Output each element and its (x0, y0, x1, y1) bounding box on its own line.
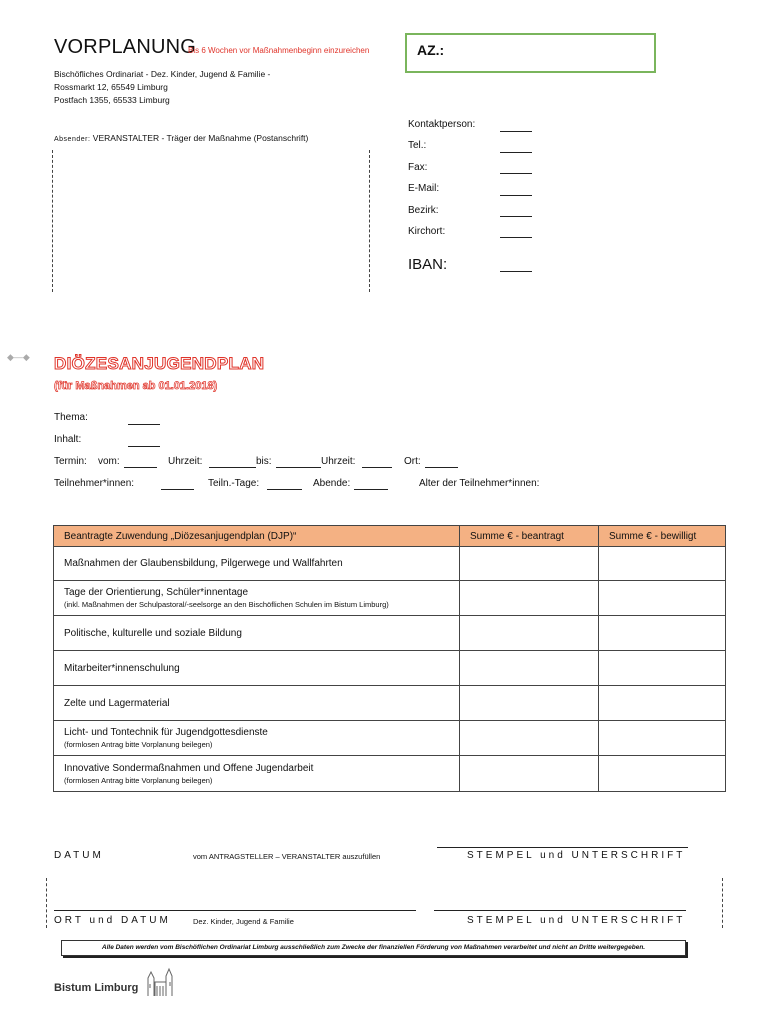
row-label: Licht- und Tontechnik für Jugendgottesdienste (64, 727, 268, 738)
applicant-note: vom ANTRAGSTELLER – VERANSTALTER auszufüllen (193, 852, 381, 861)
fax-field[interactable] (500, 173, 532, 174)
row-note: (formlosen Antrag bitte Vorplanung beilegen) (64, 740, 213, 749)
address-line: Postfach 1355, 65533 Limburg (54, 95, 170, 105)
bis-label: bis: (256, 456, 272, 467)
approved-amount-cell[interactable] (599, 651, 726, 686)
row-label-cell (54, 721, 460, 756)
submission-deadline-note: Bis 6 Wochen vor Maßnahmenbeginn einzureichen (188, 46, 370, 55)
row-note: (formlosen Antrag bitte Vorplanung beilegen) (64, 775, 213, 785)
uhrzeit-start-field[interactable] (209, 467, 256, 468)
sender-suffix: (Postanschrift) (253, 133, 309, 143)
row-label: Maßnahmen der Glaubensbildung, Pilgerwege und Wallfahrten (64, 558, 343, 569)
approved-amount-cell[interactable] (599, 721, 726, 756)
approved-amount-cell[interactable] (599, 686, 726, 721)
address-line: Rossmarkt 12, 65549 Limburg (54, 82, 168, 92)
section-subtitle: (für Maßnahmen ab 01.01.2018) (54, 380, 218, 392)
row-label-cell (54, 581, 460, 616)
department-label: Dez. Kinder, Jugend & Familie (193, 917, 294, 926)
row-label: Mitarbeiter*innenschulung (64, 662, 180, 674)
table-row (54, 616, 726, 651)
participant-days-field[interactable] (267, 489, 302, 490)
requested-amount-cell[interactable] (460, 651, 599, 686)
table-header-row (54, 526, 726, 547)
contact-person-field[interactable] (500, 131, 532, 132)
participants-label: Teilnehmer*innen: (54, 478, 135, 489)
stamp-signature-line-2[interactable] (434, 910, 686, 911)
participant-age-label: Alter der Teilnehmer*innen: (419, 478, 540, 489)
contact-person-label: Kontaktperson: (408, 119, 476, 130)
cathedral-logo-icon (146, 966, 174, 1001)
phone-label: Tel.: (408, 140, 427, 151)
email-field[interactable] (500, 195, 532, 196)
data-privacy-disclaimer: Alle Daten werden vom Bischöflichen Ordinariat Limburg ausschließlich zum Zwecke der finanziellen Förderung von Maßnahmen verarbeitet und nicht an Dritte weitergegeben. (61, 940, 686, 956)
stamp-signature-label-1: STEMPEL und UNTERSCHRIFT (467, 850, 686, 861)
section-title: DIÖZESANJUGENDPLAN (54, 354, 265, 373)
uhrzeit-start-label: Uhrzeit: (168, 456, 203, 467)
thema-field[interactable] (128, 424, 160, 425)
recipient-address (54, 68, 270, 107)
iban-label: IBAN: (408, 256, 448, 273)
district-label: Bezirk: (408, 205, 439, 216)
email-label: E-Mail: (408, 183, 440, 194)
phone-field[interactable] (500, 152, 532, 153)
approved-amount-cell[interactable] (599, 616, 726, 651)
iban-field[interactable] (500, 271, 532, 272)
parish-field[interactable] (500, 237, 532, 238)
stamp-signature-label-2: STEMPEL und UNTERSCHRIFT (467, 915, 686, 926)
row-note: (inkl. Maßnahmen der Schulpastoral/-seelsorge an den Bischöflichen Schulen im Bistum Limburg) (64, 600, 389, 609)
table-row (54, 756, 726, 792)
participants-field[interactable] (161, 489, 194, 490)
row-label: Zelte und Lagermaterial (64, 697, 170, 709)
bis-field[interactable] (276, 467, 321, 468)
place-date-line[interactable] (54, 910, 416, 911)
row-label: Innovative Sondermaßnahmen und Offene Jugendarbeit (64, 762, 314, 774)
table-row (54, 547, 726, 581)
organization-logo-text: Bistum Limburg (54, 982, 139, 994)
row-label-cell (54, 616, 460, 651)
requested-amount-cell[interactable] (460, 616, 599, 651)
date-label: DATUM (54, 850, 104, 861)
requested-amount-cell[interactable] (460, 547, 599, 581)
row-label: Tage der Orientierung, Schüler*innentage (64, 587, 249, 598)
district-field[interactable] (500, 216, 532, 217)
approved-amount-cell[interactable] (599, 547, 726, 581)
sender-prefix: Absender: (54, 136, 91, 143)
address-line: Bischöfliches Ordinariat - Dez. Kinder, Jugend & Familie - (54, 69, 271, 79)
row-label-cell (54, 756, 460, 792)
thema-label: Thema: (54, 412, 88, 423)
cut-line-right (722, 878, 723, 928)
table-row (54, 686, 726, 721)
column-header-category: Beantragte Zuwendung „Diözesanjugendplan (DJP)“ (54, 526, 460, 547)
requested-amount-cell[interactable] (460, 721, 599, 756)
participant-days-label: Teiln.-Tage: (208, 478, 260, 489)
termin-label: Termin: (54, 456, 87, 467)
table-row (54, 721, 726, 756)
cut-line-left (46, 878, 47, 928)
uhrzeit-end-label: Uhrzeit: (321, 456, 356, 467)
row-label-cell (54, 547, 460, 581)
evenings-label: Abende: (313, 478, 351, 489)
stamp-signature-line-1[interactable] (437, 847, 688, 848)
table-row (54, 651, 726, 686)
inhalt-label: Inhalt: (54, 434, 82, 445)
vom-field[interactable] (124, 467, 157, 468)
column-header-requested: Summe € - beantragt (460, 526, 599, 547)
row-label-cell (54, 651, 460, 686)
vom-label: vom: (98, 456, 120, 467)
requested-amount-cell[interactable] (460, 756, 599, 792)
requested-amount-cell[interactable] (460, 581, 599, 616)
approved-amount-cell[interactable] (599, 581, 726, 616)
requested-amount-cell[interactable] (460, 686, 599, 721)
form-title: VORPLANUNG (54, 36, 197, 58)
column-header-approved: Summe € - bewilligt (599, 526, 726, 547)
uhrzeit-end-field[interactable] (362, 467, 392, 468)
evenings-field[interactable] (354, 489, 388, 490)
inhalt-field[interactable] (128, 446, 160, 447)
approved-amount-cell[interactable] (599, 756, 726, 792)
section-marker: ◆—◆ (7, 352, 30, 362)
ort-field[interactable] (425, 467, 458, 468)
sender-text: VERANSTALTER - Träger der Maßnahme (92, 133, 252, 143)
row-label-cell (54, 686, 460, 721)
sender-box-left-border (52, 150, 53, 292)
parish-label: Kirchort: (408, 226, 446, 237)
fax-label: Fax: (408, 162, 428, 173)
sender-box-right-border (369, 150, 370, 292)
table-row (54, 581, 726, 616)
ort-label: Ort: (404, 456, 421, 467)
funding-table (53, 525, 726, 792)
sender-label (54, 133, 308, 143)
az-label: AZ.: (417, 42, 445, 58)
row-label: Politische, kulturelle und soziale Bildung (64, 627, 242, 639)
place-date-label: ORT und DATUM (54, 915, 171, 926)
